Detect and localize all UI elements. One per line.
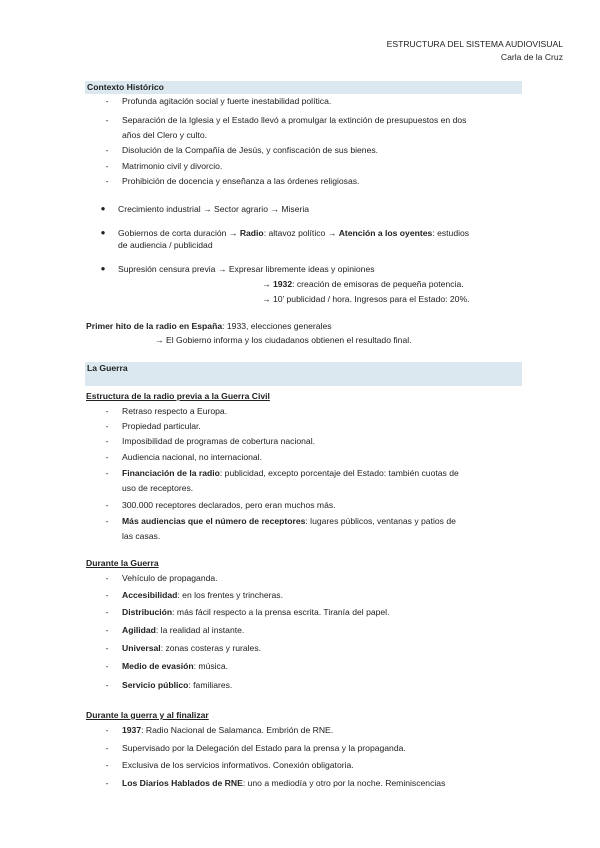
dash-bullet: - <box>105 145 109 155</box>
bold-run: 1932 <box>272 279 293 289</box>
bold-run: Primer hito de la radio en España <box>86 321 223 331</box>
bold-run: Medio de evasión <box>122 661 194 671</box>
section-band-contexto <box>85 81 522 94</box>
list-item <box>122 590 283 601</box>
list-item <box>122 607 389 618</box>
bullet-item-cont: de audiencia / publicidad <box>118 240 213 250</box>
bold-run: Universal <box>122 643 161 653</box>
list-item: 300.000 receptores declarados, pero eran muchos más. <box>122 500 336 510</box>
text-run: : estudios <box>432 228 470 238</box>
bold-run: Los Diarios Hablados de RNE <box>122 778 243 788</box>
list-item <box>122 661 228 672</box>
dash-bullet: - <box>105 725 109 735</box>
dash-bullet: - <box>105 625 109 635</box>
list-item <box>122 725 333 736</box>
bold-run: Radio <box>239 228 264 238</box>
bold-run: Financiación de la radio <box>122 468 220 478</box>
dash-bullet: - <box>105 760 109 770</box>
list-item: Separación de la Iglesia y el Estado llevó a promulgar la extinción de presupuestos en dos <box>122 115 467 125</box>
dash-bullet: - <box>105 436 109 446</box>
bold-run: Más audiencias que el número de receptores <box>122 516 306 526</box>
list-item: Prohibición de docencia y enseñanza a las órdenes religiosas. <box>122 176 360 186</box>
text-run: : creación de emisoras de pequeña potencia. <box>292 279 464 289</box>
bullet-subline <box>262 279 464 290</box>
bold-run: Distribución <box>122 607 173 617</box>
list-item: Exclusiva de los servicios informativos. Conexión obligatoria. <box>122 760 354 770</box>
text-run: : en los frentes y trincheras. <box>177 590 283 600</box>
text-run: Gobiernos de corta duración → <box>118 228 240 238</box>
bullet-item <box>118 228 469 239</box>
hito-subline: → El Gobierno informa y los ciudadanos obtienen el resultado final. <box>155 335 412 345</box>
section-heading: Contexto Histórico <box>87 82 164 92</box>
dash-bullet: - <box>105 778 109 788</box>
section-band-spacer <box>85 375 522 386</box>
list-item <box>122 516 456 527</box>
dot-bullet: ● <box>100 264 106 273</box>
list-item <box>122 468 459 479</box>
bullet-item: Supresión censura previa → Expresar libremente ideas y opiniones <box>118 264 375 274</box>
dash-bullet: - <box>105 643 109 653</box>
dash-bullet: - <box>105 500 109 510</box>
text-run: : más fácil respecto a la prensa escrita. Tiranía del papel. <box>172 607 390 617</box>
bold-run: 1937 <box>122 725 142 735</box>
doc-author: Carla de la Cruz <box>500 52 563 62</box>
section-heading: La Guerra <box>87 363 128 373</box>
list-item: Supervisado por la Delegación del Estado para la prensa y la propaganda. <box>122 743 406 753</box>
text-run: : 1933, elecciones generales <box>222 321 332 331</box>
list-item: Disolución de la Compañía de Jesús, y confiscación de sus bienes. <box>122 145 379 155</box>
text-run: : altavoz político → <box>263 228 339 238</box>
bullet-item: Crecimiento industrial → Sector agrario → Miseria <box>118 204 310 214</box>
text-run: : uno a mediodía y otro por la noche. Reminiscencias <box>242 778 446 788</box>
list-item: Propiedad particular. <box>122 421 201 431</box>
text-run: : lugares públicos, ventanas y patios de <box>305 516 456 526</box>
subsection-heading: Durante la guerra y al finalizar <box>86 710 209 720</box>
text-run: → <box>262 279 273 289</box>
subsection-heading: Estructura de la radio previa a la Guerra Civil <box>86 391 270 401</box>
text-run: : la realidad al instante. <box>155 625 245 635</box>
section-band-guerra <box>85 362 522 375</box>
text-run: : música. <box>193 661 229 671</box>
dash-bullet: - <box>105 680 109 690</box>
list-item: Retraso respecto a Europa. <box>122 406 228 416</box>
list-item-cont: uso de receptores. <box>122 483 194 493</box>
doc-title: ESTRUCTURA DEL SISTEMA AUDIOVISUAL <box>386 39 563 49</box>
dash-bullet: - <box>105 176 109 186</box>
list-item <box>122 625 244 636</box>
list-item-cont: años del Clero y culto. <box>122 130 208 140</box>
dash-bullet: - <box>105 516 109 526</box>
dash-bullet: - <box>105 421 109 431</box>
list-item <box>122 778 445 789</box>
bullet-subline: → 10’ publicidad / hora. Ingresos para el Estado: 20%. <box>262 294 470 304</box>
subsection-heading: Durante la Guerra <box>86 558 159 568</box>
dash-bullet: - <box>105 661 109 671</box>
list-item: Audiencia nacional, no internacional. <box>122 452 262 462</box>
bold-run: Atención a los oyentes <box>338 228 433 238</box>
dash-bullet: - <box>105 161 109 171</box>
dash-bullet: - <box>105 468 109 478</box>
list-item: Imposibilidad de programas de cobertura nacional. <box>122 436 315 446</box>
list-item: Profunda agitación social y fuerte inestabilidad política. <box>122 96 332 106</box>
list-item <box>122 643 261 654</box>
bold-run: Accesibilidad <box>122 590 178 600</box>
list-item-cont: las casas. <box>122 531 161 541</box>
dot-bullet: ● <box>100 228 106 237</box>
text-run: : familiares. <box>188 680 233 690</box>
list-item: Vehículo de propaganda. <box>122 573 218 583</box>
dash-bullet: - <box>105 590 109 600</box>
dash-bullet: - <box>105 406 109 416</box>
text-run: : Radio Nacional de Salamanca. Embrión de RNE. <box>141 725 334 735</box>
dash-bullet: - <box>105 115 109 125</box>
dash-bullet: - <box>105 96 109 106</box>
list-item <box>122 680 232 691</box>
text-run: : zonas costeras y rurales. <box>160 643 262 653</box>
hito-line <box>86 321 332 332</box>
dash-bullet: - <box>105 607 109 617</box>
bold-run: Servicio público <box>122 680 189 690</box>
dash-bullet: - <box>105 573 109 583</box>
list-item: Matrimonio civil y divorcio. <box>122 161 223 171</box>
text-run: : publicidad, excepto porcentaje del Estado: también cuotas de <box>219 468 459 478</box>
dot-bullet: ● <box>100 204 106 213</box>
bold-run: Agilidad <box>122 625 156 635</box>
dash-bullet: - <box>105 452 109 462</box>
dash-bullet: - <box>105 743 109 753</box>
